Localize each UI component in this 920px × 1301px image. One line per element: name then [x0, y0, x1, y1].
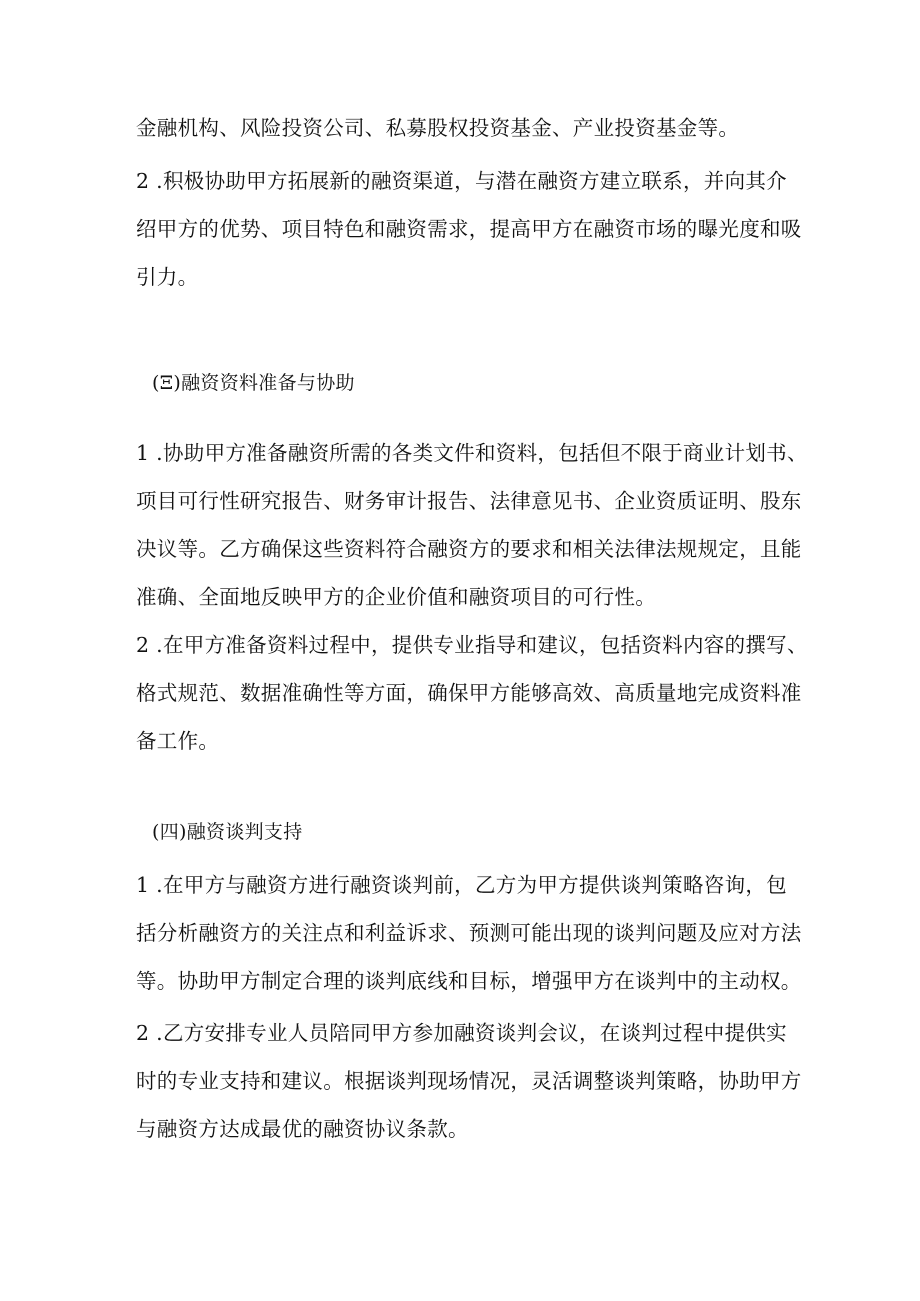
section-heading-3: (Ξ)融资资料准备与协助	[152, 372, 355, 394]
paragraph-line: 括分析融资方的关注点和利益诉求、预测可能出现的谈判问题及应对方法	[136, 921, 802, 945]
paragraph-line: 项目可行性研究报告、财务审计报告、法律意见书、企业资质证明、股东	[136, 489, 802, 513]
paragraph-line: 2 .积极协助甲方拓展新的融资渠道，与潜在融资方建立联系，并向其介	[136, 169, 787, 193]
paragraph-line: 绍甲方的优势、项目特色和融资需求，提高甲方在融资市场的曝光度和吸	[136, 217, 802, 241]
paragraph-line: 2 .在甲方准备资料过程中，提供专业指导和建议，包括资料内容的撰写、	[136, 633, 808, 657]
section-heading-4: (四)融资谈判支持	[152, 821, 303, 843]
paragraph-line: 时的专业支持和建议。根据谈判现场情况，灵活调整谈判策略，协助甲方	[136, 1069, 802, 1093]
paragraph-line: 金融机构、风险投资公司、私募股权投资基金、产业投资基金等。	[136, 116, 740, 140]
paragraph-line: 2 .乙方安排专业人员陪同甲方参加融资谈判会议，在谈判过程中提供实	[136, 1021, 787, 1045]
paragraph-line: 1 .协助甲方准备融资所需的各类文件和资料，包括但不限于商业计划书、	[136, 441, 808, 465]
paragraph-line: 引力。	[136, 265, 199, 289]
paragraph-line: 准确、全面地反映甲方的企业价值和融资项目的可行性。	[136, 585, 656, 609]
paragraph-line: 与融资方达成最优的融资协议条款。	[136, 1117, 469, 1141]
paragraph-line: 格式规范、数据准确性等方面，确保甲方能够高效、高质量地完成资料准	[136, 681, 802, 705]
paragraph-line: 决议等。乙方确保这些资料符合融资方的要求和相关法律法规规定，且能	[136, 537, 802, 561]
paragraph-line: 等。协助甲方制定合理的谈判底线和目标，增强甲方在谈判中的主动权。	[136, 969, 802, 993]
paragraph-line: 1 .在甲方与融资方进行融资谈判前，乙方为甲方提供谈判策略咨询，包	[136, 873, 787, 897]
paragraph-line: 备工作。	[136, 729, 220, 753]
